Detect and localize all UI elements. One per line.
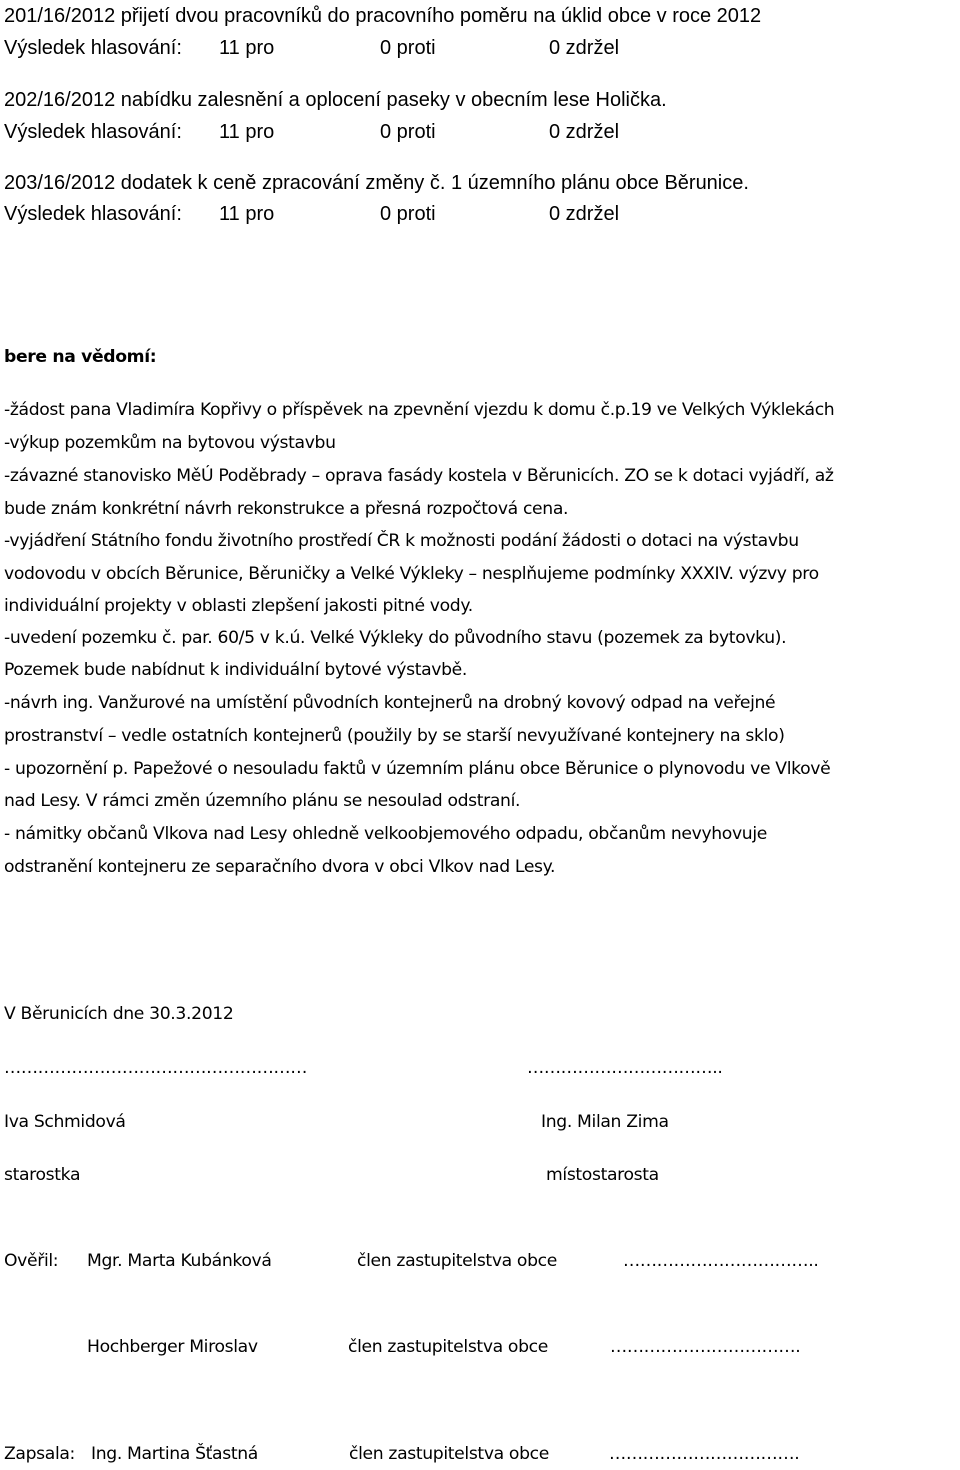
- signature-line-left: ………………………………………………: [4, 1058, 308, 1078]
- noted-line: -vyjádření Státního fondu životního prostředí ČR k možnosti podání žádosti o dotaci na výstavbu: [4, 531, 799, 551]
- verifier-name: Mgr. Marta Kubánková: [87, 1251, 272, 1271]
- vote-label: Výsledek hlasování:: [4, 203, 182, 225]
- recorder-name: Ing. Martina Šťastná: [91, 1444, 258, 1464]
- vote-proti: 0 proti: [380, 203, 436, 225]
- vote-pro: 11 pro: [219, 203, 275, 225]
- signer-right-role: místostarosta: [546, 1165, 659, 1185]
- vote-zdrzel: 0 zdržel: [549, 37, 620, 59]
- noted-line: -návrh ing. Vanžurové na umístění původních kontejnerů na drobný kovový odpad na veřejné: [4, 693, 776, 713]
- recorded-label: Zapsala:: [4, 1444, 76, 1464]
- noted-line: - upozornění p. Papežové o nesouladu faktů v územním plánu obce Běrunice o plynovodu ve Vlkově: [4, 759, 831, 779]
- signer-left-name: Iva Schmidová: [4, 1112, 126, 1132]
- vote-proti: 0 proti: [380, 37, 436, 59]
- noted-line: prostranství – vedle ostatních kontejnerů (použily by se starší nevyužívané kontejnery na sklo): [4, 726, 785, 746]
- noted-line: -uvedení pozemku č. par. 60/5 v k.ú. Velké Výkleky do původního stavu (pozemek za bytovku).: [4, 628, 787, 648]
- verifier-name: Hochberger Miroslav: [87, 1337, 258, 1357]
- noted-line: odstranění kontejneru ze separačního dvora v obci Vlkov nad Lesy.: [4, 857, 556, 877]
- vote-pro: 11 pro: [219, 121, 275, 143]
- verifier-signature-line: ……………………………..: [623, 1251, 819, 1271]
- verifier-role: člen zastupitelstva obce: [357, 1251, 557, 1271]
- noted-line: bude znám konkrétní návrh rekonstrukce a přesná rozpočtová cena.: [4, 499, 569, 519]
- noted-line: -závazné stanovisko MěÚ Poděbrady – oprava fasády kostela v Běrunicích. ZO se k dotaci vyjádří, až: [4, 466, 834, 486]
- vote-proti: 0 proti: [380, 121, 436, 143]
- recorder-role: člen zastupitelstva obce: [349, 1444, 549, 1464]
- vote-pro: 11 pro: [219, 37, 275, 59]
- noted-line: -žádost pana Vladimíra Kopřivy o příspěvek na zpevnění vjezdu k domu č.p.19 ve Velkých Výklekách: [4, 400, 835, 420]
- signer-right-name: Ing. Milan Zima: [541, 1112, 669, 1132]
- vote-label: Výsledek hlasování:: [4, 121, 182, 143]
- noted-line: individuální projekty v oblasti zlepšení jakosti pitné vody.: [4, 596, 473, 616]
- noted-line: Pozemek bude nabídnut k individuální bytové výstavbě.: [4, 660, 468, 680]
- noted-line: vodovodu v obcích Běrunice, Běruničky a Velké Výkleky – nesplňujeme podmínky XXXIV. výzvy pro: [4, 564, 819, 584]
- noted-line: - námitky občanů Vlkova nad Lesy ohledně velkoobjemového odpadu, občanům nevyhovuje: [4, 824, 767, 844]
- verifier-signature-line: …………………………….: [610, 1337, 801, 1357]
- noted-line: -výkup pozemkům na bytovou výstavbu: [4, 433, 336, 453]
- resolution-2-text: 202/16/2012 nabídku zalesnění a oplocení paseky v obecním lese Holička.: [4, 89, 667, 111]
- vote-zdrzel: 0 zdržel: [549, 121, 620, 143]
- signer-left-role: starostka: [4, 1165, 81, 1185]
- place-date: V Běrunicích dne 30.3.2012: [4, 1004, 234, 1024]
- noted-line: nad Lesy. V rámci změn územního plánu se nesoulad odstraní.: [4, 791, 521, 811]
- vote-zdrzel: 0 zdržel: [549, 203, 620, 225]
- recorder-signature-line: …………………………….: [609, 1444, 800, 1464]
- vote-label: Výsledek hlasování:: [4, 37, 182, 59]
- verifier-role: člen zastupitelstva obce: [348, 1337, 548, 1357]
- resolution-1-text: 201/16/2012 přijetí dvou pracovníků do pracovního poměru na úklid obce v roce 2012: [4, 5, 762, 27]
- resolution-3-text: 203/16/2012 dodatek k ceně zpracování změny č. 1 územního plánu obce Běrunice.: [4, 172, 749, 194]
- verified-label: Ověřil:: [4, 1251, 59, 1271]
- noted-heading: bere na vědomí:: [4, 347, 157, 367]
- signature-line-right: ……………………………..: [527, 1058, 723, 1078]
